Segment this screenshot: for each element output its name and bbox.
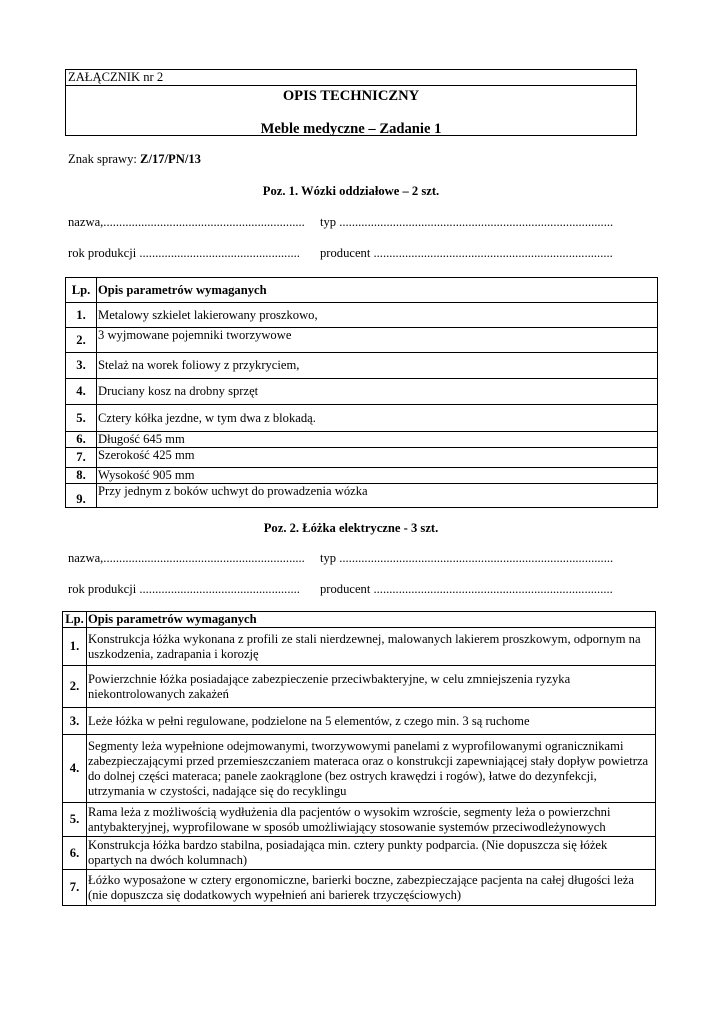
col-lp-header: Lp. xyxy=(63,612,87,628)
case-value: Z/17/PN/13 xyxy=(140,152,201,166)
row-text: Szerokość 425 mm xyxy=(97,448,658,468)
row-text: Metalowy szkielet lakierowany proszkowo, xyxy=(97,303,658,328)
row-text: Druciany kosz na drobny sprzęt xyxy=(97,379,658,405)
table-row xyxy=(63,837,656,870)
pos2-year-field: rok produkcji ................................................... xyxy=(68,582,300,596)
row-text: Długość 645 mm xyxy=(97,432,658,448)
row-number: 2. xyxy=(66,328,97,353)
pos1-year-field: rok produkcji ................................................... xyxy=(68,246,300,260)
col-desc-header: Opis parametrów wymaganych xyxy=(97,278,658,303)
case-label: Znak sprawy: xyxy=(68,152,141,166)
pos1-name-field: nazwa,................................................................ xyxy=(68,215,305,229)
pos2-heading: Poz. 2. Łóżka elektryczne - 3 szt. xyxy=(263,521,439,535)
row-text: Konstrukcja łóżka bardzo stabilna, posiadająca min. cztery punkty podparcia. (Nie dopuszcza się łóżek opartych na dwóch kolumnach) xyxy=(87,837,656,870)
row-number: 4. xyxy=(66,379,97,405)
pos1-table xyxy=(65,277,658,508)
row-number: 9. xyxy=(66,484,97,508)
row-text: Rama leża z możliwością wydłużenia dla pacjentów o wysokim wzroście, segmenty leża o powierzchni antybakteryjnej, wyprofilowane w sposób umożliwiający stosowanie systemów przeciwodleżynowych xyxy=(87,803,656,837)
pos2-name-field: nazwa,................................................................ xyxy=(68,551,305,565)
row-number: 3. xyxy=(63,708,87,735)
table-row xyxy=(63,628,656,666)
table-row xyxy=(63,803,656,837)
pos1-type-field: typ ....................................................................................... xyxy=(320,215,614,229)
row-number: 1. xyxy=(63,628,87,666)
row-number: 7. xyxy=(66,448,97,468)
table-row xyxy=(66,353,658,379)
row-text: Segmenty leża wypełnione odejmowanymi, tworzywowymi panelami z wyprofilowanymi ogranicznikami zabezpieczającymi przed przemieszczaniem materaca oraz o konstrukcji zapewniającej stały dopływ powietrza do dolnej części materaca; panele zaokrąglone (bez ostrych krawędzi i rogów), łatwe do dezynfekcji, utrzymania w czystości, nadające się do recyklingu xyxy=(87,735,656,803)
row-number: 6. xyxy=(66,432,97,448)
table-row xyxy=(66,405,658,432)
table-header-row xyxy=(66,278,658,303)
row-text: Leże łóżka w pełni regulowane, podzielone na 5 elementów, z czego min. 3 są ruchome xyxy=(87,708,656,735)
header-box xyxy=(65,69,637,136)
table-row xyxy=(63,735,656,803)
table-row xyxy=(66,303,658,328)
row-number: 7. xyxy=(63,870,87,906)
table-row xyxy=(66,432,658,448)
pos2-producer-field: producent ............................................................................ xyxy=(320,582,613,596)
row-number: 5. xyxy=(66,405,97,432)
row-text: Stelaż na worek foliowy z przykryciem, xyxy=(97,353,658,379)
table-header-row xyxy=(63,612,656,628)
table-row xyxy=(66,328,658,353)
row-text: Powierzchnie łóżka posiadające zabezpieczenie przeciwbakteryjne, w celu zmniejszenia ryzyka niekontrolowanych zakażeń xyxy=(87,666,656,708)
pos1-heading: Poz. 1. Wózki oddziałowe – 2 szt. xyxy=(262,184,440,198)
table-row xyxy=(63,666,656,708)
attachment-label: ZAŁĄCZNIK nr 2 xyxy=(66,70,636,86)
row-text: Konstrukcja łóżka wykonana z profili ze stali nierdzewnej, malowanych lakierem proszkowym, odpornym na uszkodzenia, zadrapania i korozję xyxy=(87,628,656,666)
document-title: OPIS TECHNICZNY xyxy=(282,88,420,104)
row-number: 1. xyxy=(66,303,97,328)
row-text: Cztery kółka jezdne, w tym dwa z blokadą. xyxy=(97,405,658,432)
row-number: 3. xyxy=(66,353,97,379)
row-number: 8. xyxy=(66,468,97,484)
row-text: Wysokość 905 mm xyxy=(97,468,658,484)
document-subtitle: Meble medyczne – Zadanie 1 xyxy=(260,121,442,137)
row-text: Łóżko wyposażone w cztery ergonomiczne, barierki boczne, zabezpieczające pacjenta na całej długości leża (nie dopuszcza się dodatkowych wypełnień ani barierek trzyczęściowych) xyxy=(87,870,656,906)
row-number: 4. xyxy=(63,735,87,803)
case-number xyxy=(68,151,201,167)
pos2-type-field: typ ....................................................................................... xyxy=(320,551,614,565)
table-row xyxy=(66,468,658,484)
pos1-producer-field: producent ............................................................................ xyxy=(320,246,613,260)
row-text: Przy jednym z boków uchwyt do prowadzenia wózka xyxy=(97,484,658,508)
table-row xyxy=(63,870,656,906)
col-desc-header: Opis parametrów wymaganych xyxy=(87,612,656,628)
table-row xyxy=(66,448,658,468)
row-number: 5. xyxy=(63,803,87,837)
table-row xyxy=(66,379,658,405)
row-text: 3 wyjmowane pojemniki tworzywowe xyxy=(97,328,658,353)
pos2-table xyxy=(62,611,656,906)
row-number: 6. xyxy=(63,837,87,870)
table-row xyxy=(63,708,656,735)
table-row xyxy=(66,484,658,508)
col-lp-header: Lp. xyxy=(66,278,97,303)
row-number: 2. xyxy=(63,666,87,708)
